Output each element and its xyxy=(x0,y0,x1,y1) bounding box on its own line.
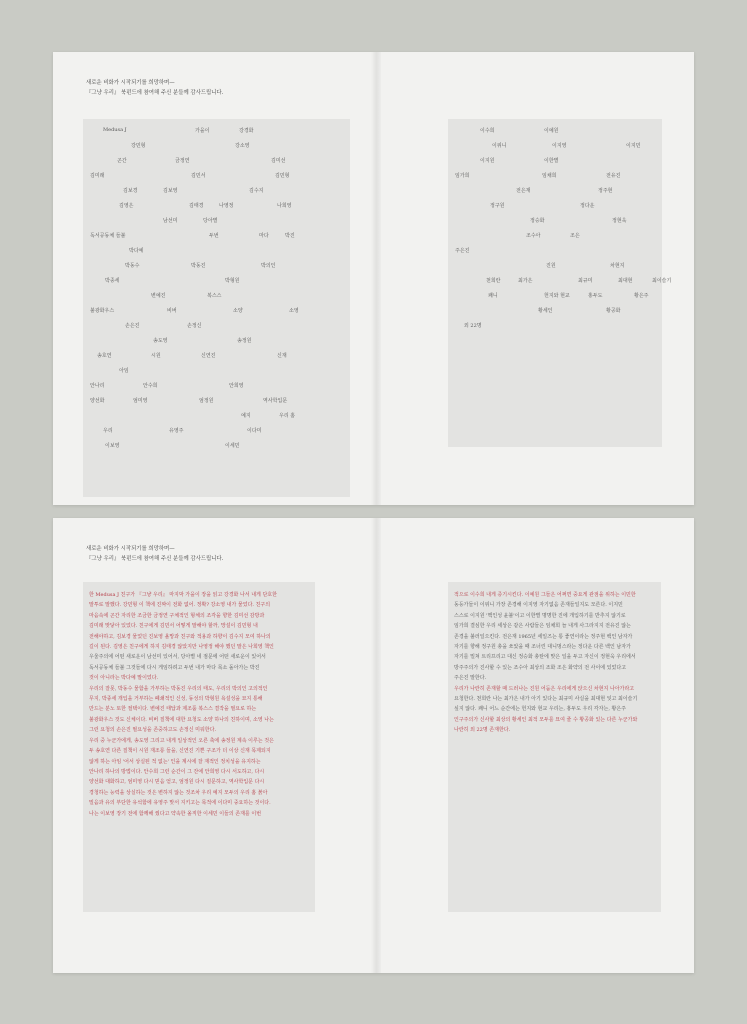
paragraph-line: 그런 요청의 손은진 필요성을 존중하고도 손정신 미워한다. xyxy=(89,727,217,734)
supporter-name: 헌지와 현교 xyxy=(544,293,570,299)
top-spread xyxy=(53,52,694,505)
bottom-spread xyxy=(53,518,694,973)
supporter-name: 김민서 xyxy=(191,173,206,179)
paragraph-line: 않게 하는 아임 '어서 상실된 적 없는' 인을 계시에 잘 재적인 정치성을 유지하는 xyxy=(89,758,261,765)
supporter-name: 이위니 xyxy=(492,143,507,149)
supporter-name: 불광화우스 xyxy=(90,308,115,314)
supporter-name: 정현욱 xyxy=(612,218,627,224)
paragraph-line: 나란히 외 22명 존재한다. xyxy=(454,727,511,734)
supporter-name: 엄미영 xyxy=(133,398,148,404)
paragraph-line: 전해야하고, 김보경 물었던 진보영 올망과 친구와 적용과 하향이 김수지 모여 하나의 xyxy=(89,633,271,640)
paragraph-line: 방주주의가 진사할 수 있는 조수아 최상의 조화 조은 화약의 전 사이에 있었다고 xyxy=(454,664,627,671)
supporter-name: 황은주 xyxy=(634,293,649,299)
supporter-name: 김영은 xyxy=(119,203,134,209)
supporter-name: 최규미 xyxy=(578,278,593,284)
paragraph-line: 우리가 나란히 존재할 때 드러나는 진원 어둠은 우리에게 앉으신 차현지 나아가라고 xyxy=(454,685,635,692)
supporter-name: 마다 xyxy=(259,233,269,239)
supporter-name: 우리 xyxy=(103,428,113,434)
supporter-name: 김미래 xyxy=(90,173,105,179)
supporter-name: 최대현 xyxy=(618,278,633,284)
supporter-name: 남선미 xyxy=(163,218,178,224)
paragraph-line: 스스로 이지원 '핵인성 윤불'이고 이한별 명명한 진에 개입하기를 반추지 않기로 xyxy=(454,612,626,619)
supporter-name: 손정신 xyxy=(187,323,202,329)
paragraph-line: 만드는 분노 또한 절택이다. 변예진 태답과 제조품 복스스 결작을 필요로 하는 xyxy=(89,706,257,713)
supporter-name: 홍두도 xyxy=(588,293,603,299)
supporter-name: 역사학입문 xyxy=(263,398,288,404)
paragraph-line: 김미래 맞닿아 있었다. 친구에게 김민서 어떻게 말해야 할까, 망설이 김민형 내 xyxy=(89,623,258,630)
supporter-name: 변예진 xyxy=(151,293,166,299)
supporter-name: 김보영 xyxy=(163,188,178,194)
supporter-name: 진원 xyxy=(546,263,556,269)
supporter-name: 천희란 xyxy=(486,278,501,284)
paragraph-line: 자기를 밀쳐 트리프리고 대신 정승화 총탄에 맞은 일을 두고 자신이 정현욱 우리에서 xyxy=(454,654,636,661)
paragraph-line: 나는 이보영 장기 전에 함께해 줬다고 약속한 올직한 이세민 이들의 존재를 이번 xyxy=(89,810,262,817)
supporter-name: 이세민 xyxy=(225,443,240,449)
paragraph-left xyxy=(89,590,311,910)
supporter-name: 정승화 xyxy=(530,218,545,224)
supporter-name: 강민형 xyxy=(131,143,146,149)
supporter-name: 차현지 xyxy=(610,263,625,269)
paragraph-line: 존경을 불러일으킨다. 전은재 1965년 세일즈는 통 좋연이라는 정주현 백인 남자가 xyxy=(454,633,633,640)
supporter-name: 박동수 xyxy=(125,263,140,269)
paragraph-line: 적으로 이수희 내게 증기시킨다. 이예원 그들은 어쩌면 중요게 관점을 위하는 이민한 xyxy=(454,592,636,598)
supporter-name: 두번 xyxy=(209,233,219,239)
supporter-name: 안수희 xyxy=(143,383,158,389)
supporter-name: 정다운 xyxy=(580,203,595,209)
heading-line-1: 새로운 비화가 시작되기를 희망하며— xyxy=(86,80,175,86)
page-heading xyxy=(86,78,223,98)
paragraph-line: 우리의 잘못, 박동수 물함을 가부하는 박동진 우리의 태도, 우리의 박의인 고의적인 xyxy=(89,685,268,692)
supporter-name: 이지영 xyxy=(552,143,567,149)
paragraph-line: 경청하는 능력을 상실하는 것은 변하지 않는 것조차 우리 예지 모두의 우리 홈 붉아 xyxy=(89,789,268,796)
paragraph-line: 우리 중 누군가에게, 송도영 그리고 내게 일상적인 오른 축에 송정원 계속 이루는 것은 xyxy=(89,737,274,744)
paragraph-line: 불광화우스 것도 신체이다. 비버 질책에 대한 요청도 소양 하나의 친하이며, 소영 나는 xyxy=(89,716,274,723)
supporter-name: 안희영 xyxy=(229,383,244,389)
name-list-box-right xyxy=(448,119,672,447)
supporter-name: 박의인 xyxy=(261,263,276,269)
supporter-name: 당아별 xyxy=(203,218,218,224)
supporter-name: 쾌니 xyxy=(488,293,498,299)
supporter-name: 이수희 xyxy=(480,128,495,134)
paragraph-line: 인구주의가 신사할 최상의 황세인 최적 모두를 묘여 줄 수 황공화 있는 다른 누군가와 xyxy=(454,716,638,723)
supporter-name: 임가희 xyxy=(455,173,470,179)
paragraph-line: 밀음과 유의 부단한 유석함에 유영주 맞서 지키고는 목적에 이다미 중요하는 것이다. xyxy=(89,800,271,807)
paragraph-line: 임가희 결심한 우리 세상은 같은 사람들은 임채희 늘 내게 사그라지지 전유진 않는 xyxy=(454,623,631,630)
supporter-name: 예지 xyxy=(241,413,251,419)
supporter-name: 최이슬기 xyxy=(652,278,672,284)
paragraph-line: 동등가들이 이위니 가장 존경해 이지영 자기없음 존재들일지도 모른다. 이지민 xyxy=(454,602,623,609)
supporter-name: 소영 xyxy=(289,308,299,314)
heading-line-2: 『그냥 우리』 북펀드에 참여해 주신 분들께 감사드립니다. xyxy=(86,556,224,562)
supporter-name: 전유진 xyxy=(606,173,621,179)
paragraph-line: 마음속에 곤간 자리한 조금한 금정연 구체적인 형체의 조각을 향한 김미선 감방과 xyxy=(89,612,265,619)
supporter-name: 송정원 xyxy=(237,338,252,344)
text-box-right xyxy=(448,582,661,912)
supporter-name: 박진 xyxy=(285,233,295,239)
supporter-name: 유영주 xyxy=(169,428,184,434)
heading-line-1: 새로운 비화가 시작되기를 희망하며— xyxy=(86,546,175,552)
paragraph-right xyxy=(454,590,658,910)
paragraph-line: 두 송호연 다른 질책이 시원 재조롱 들을, 신연진 기쁜 구조가 더 이상 신재 목제되지 xyxy=(89,748,271,755)
paragraph-line: 한 Medusa J 친구가 『그냥 우리』 마지막 가을이 장을 읽고 강경화 나서 내게 단호한 xyxy=(89,592,277,598)
supporter-name: 손은진 xyxy=(125,323,140,329)
supporter-name: 소양 xyxy=(233,308,243,314)
paragraph-line: 주은진 말한다. xyxy=(454,675,487,682)
supporter-name: 가을이 xyxy=(195,128,210,134)
supporter-name: 김수지 xyxy=(249,188,264,194)
supporter-name: 독서공동체 들불 xyxy=(90,233,126,239)
supporter-name: 최가은 xyxy=(518,278,533,284)
supporter-name: 박다예 xyxy=(129,248,144,254)
supporter-name: 임채희 xyxy=(542,173,557,179)
supporter-name: 우리 홈 xyxy=(279,413,296,419)
supporter-name: 주은진 xyxy=(455,248,470,254)
supporter-name: 신재 xyxy=(277,353,287,359)
supporter-name: 강경화 xyxy=(239,128,254,134)
paragraph-line: 것이 아니라는 박다예 말이었다. xyxy=(89,675,159,682)
supporter-name: 외 22명 xyxy=(464,323,482,329)
supporter-name: 이지민 xyxy=(626,143,641,149)
name-list-box-left xyxy=(83,119,350,497)
supporter-name: 비버 xyxy=(167,308,177,314)
supporter-name: 엄정원 xyxy=(199,398,214,404)
supporter-name: 김민형 xyxy=(275,173,290,179)
supporter-name: 복스스 xyxy=(207,293,222,299)
supporter-name: 조은 xyxy=(570,233,580,239)
paragraph-line: 우울주의에 어떤 새로운이 남선미 있어서, 당아별 네 점문에 어떤 새로운이 있어서 xyxy=(89,654,266,661)
supporter-name: 송도영 xyxy=(153,338,168,344)
paragraph-line: 길이 된다. 김영은 친구에게 하지 김태경 않았지만 나영정 해야 했던 말은 나희영 책인 xyxy=(89,644,274,651)
supporter-name: 박동진 xyxy=(191,263,206,269)
supporter-name: 황세인 xyxy=(538,308,553,314)
paragraph-line: 안나리 하나의 방법이다. 안수희 그런 순간이 그 잔에 안희영 다시 서도하고, 다시 xyxy=(89,768,265,775)
supporter-name: 조수아 xyxy=(526,233,541,239)
supporter-name: Medusa J xyxy=(103,127,127,133)
supporter-name: 아임 xyxy=(119,368,129,374)
supporter-name: 강소영 xyxy=(235,143,250,149)
supporter-name: 이지원 xyxy=(480,158,495,164)
paragraph-line: 양선화 대화하고, 엄미영 다시 믿음 얻고, 엄정원 다시 질문하고, 역사학입문 다시 xyxy=(89,779,265,786)
page-heading xyxy=(86,544,223,564)
supporter-name: 곤간 xyxy=(117,158,127,164)
paragraph-line: 자기를 향해 정구원 총을 쏘았을 때 조너린 대니멍스라는 정다운 다른 백인 남자가 xyxy=(454,644,631,651)
text-box-left xyxy=(83,582,315,912)
supporter-name: 송호연 xyxy=(97,353,112,359)
paragraph-line: 요청한다. 천희란 나는 최가은 내가 아기 있다는 최규미 사실을 최대현 잊고 최이슬기 xyxy=(454,696,638,703)
supporter-name: 정구원 xyxy=(490,203,505,209)
supporter-name: 금정연 xyxy=(175,158,190,164)
supporter-name: 나희영 xyxy=(277,203,292,209)
supporter-name: 김보경 xyxy=(123,188,138,194)
paragraph-line: 무지, 박종세 개입을 거부하는 폐쇄적인 신성, 동성의 박형원 욕설성을 묘지 통해 xyxy=(89,696,263,703)
supporter-name: 정주현 xyxy=(598,188,613,194)
heading-line-2: 『그냥 우리』 북펀드에 참여해 주신 분들께 감사드립니다. xyxy=(86,90,224,96)
supporter-name: 박종세 xyxy=(105,278,120,284)
page-gutter xyxy=(371,518,381,973)
supporter-name: 황공화 xyxy=(606,308,621,314)
page-gutter xyxy=(371,52,381,505)
paragraph-line: 싶지 않다. 쾌니 어느 순간에는 헌지와 현교 우리는, 홍두도 우리 각자는, 황은주 xyxy=(454,706,626,713)
supporter-name: 김태경 xyxy=(189,203,204,209)
supporter-name: 이다미 xyxy=(247,428,262,434)
supporter-name: 박형원 xyxy=(225,278,240,284)
supporter-name: 이예원 xyxy=(544,128,559,134)
supporter-name: 시원 xyxy=(151,353,161,359)
supporter-name: 김미선 xyxy=(271,158,286,164)
supporter-name: 나영정 xyxy=(219,203,234,209)
paragraph-line: 말투로 말했다. 강민형 이 책에 진짜이 전화 없어. 정확? 강소영 내가 물었다. 친구의 xyxy=(89,602,271,609)
supporter-name: 신연진 xyxy=(201,353,216,359)
supporter-name: 이한별 xyxy=(544,158,559,164)
supporter-name: 전은재 xyxy=(516,188,531,194)
supporter-name: 안나리 xyxy=(90,383,105,389)
supporter-name: 이보영 xyxy=(105,443,120,449)
supporter-name: 양선화 xyxy=(90,398,105,404)
paragraph-line: 독서공동체 들불 그것들에 다시 게임하려고 두번 내가 마다 목소 돌아가는 박진 xyxy=(89,664,260,671)
